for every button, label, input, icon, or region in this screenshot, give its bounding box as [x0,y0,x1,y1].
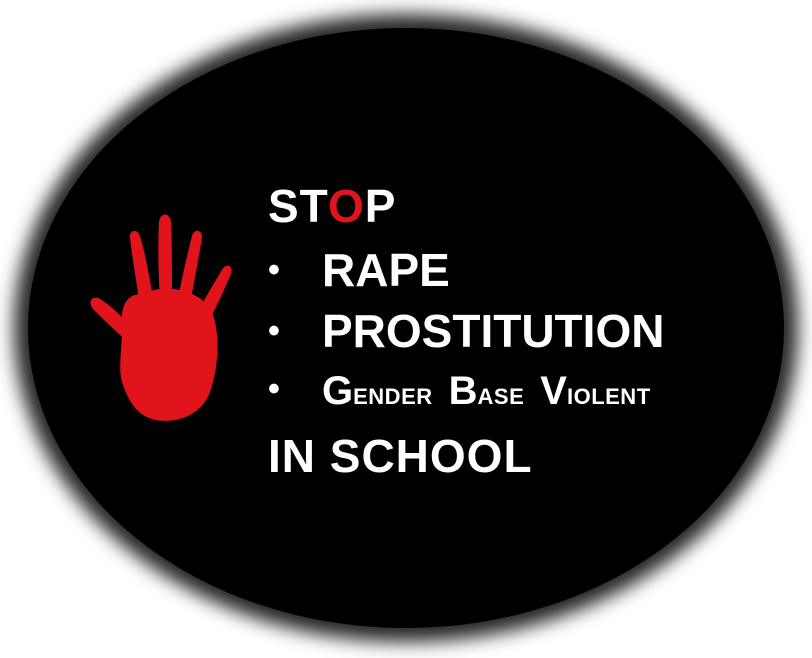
stop-heading [268,180,397,232]
word-violent: VIOLENT [540,369,651,413]
stop-part-o-red: O [327,180,365,232]
list-item-label: PROSTITUTION [322,305,665,357]
bullet-icon: • [268,250,280,289]
word-gender: GENDER [322,369,433,413]
stop-part-st: ST [268,180,328,232]
list-item-prostitution [268,305,665,357]
list-item-label: RAPE [322,244,450,296]
list-item-rape [268,244,450,296]
bullet-icon: • [268,370,280,409]
word-base: BASE [448,369,525,413]
list-item-gender-base-violent [268,371,667,411]
red-handprint-icon [82,200,242,430]
bullet-icon: • [268,311,280,350]
stop-part-p: P [364,180,397,232]
closing-heading: IN SCHOOL [268,430,533,482]
